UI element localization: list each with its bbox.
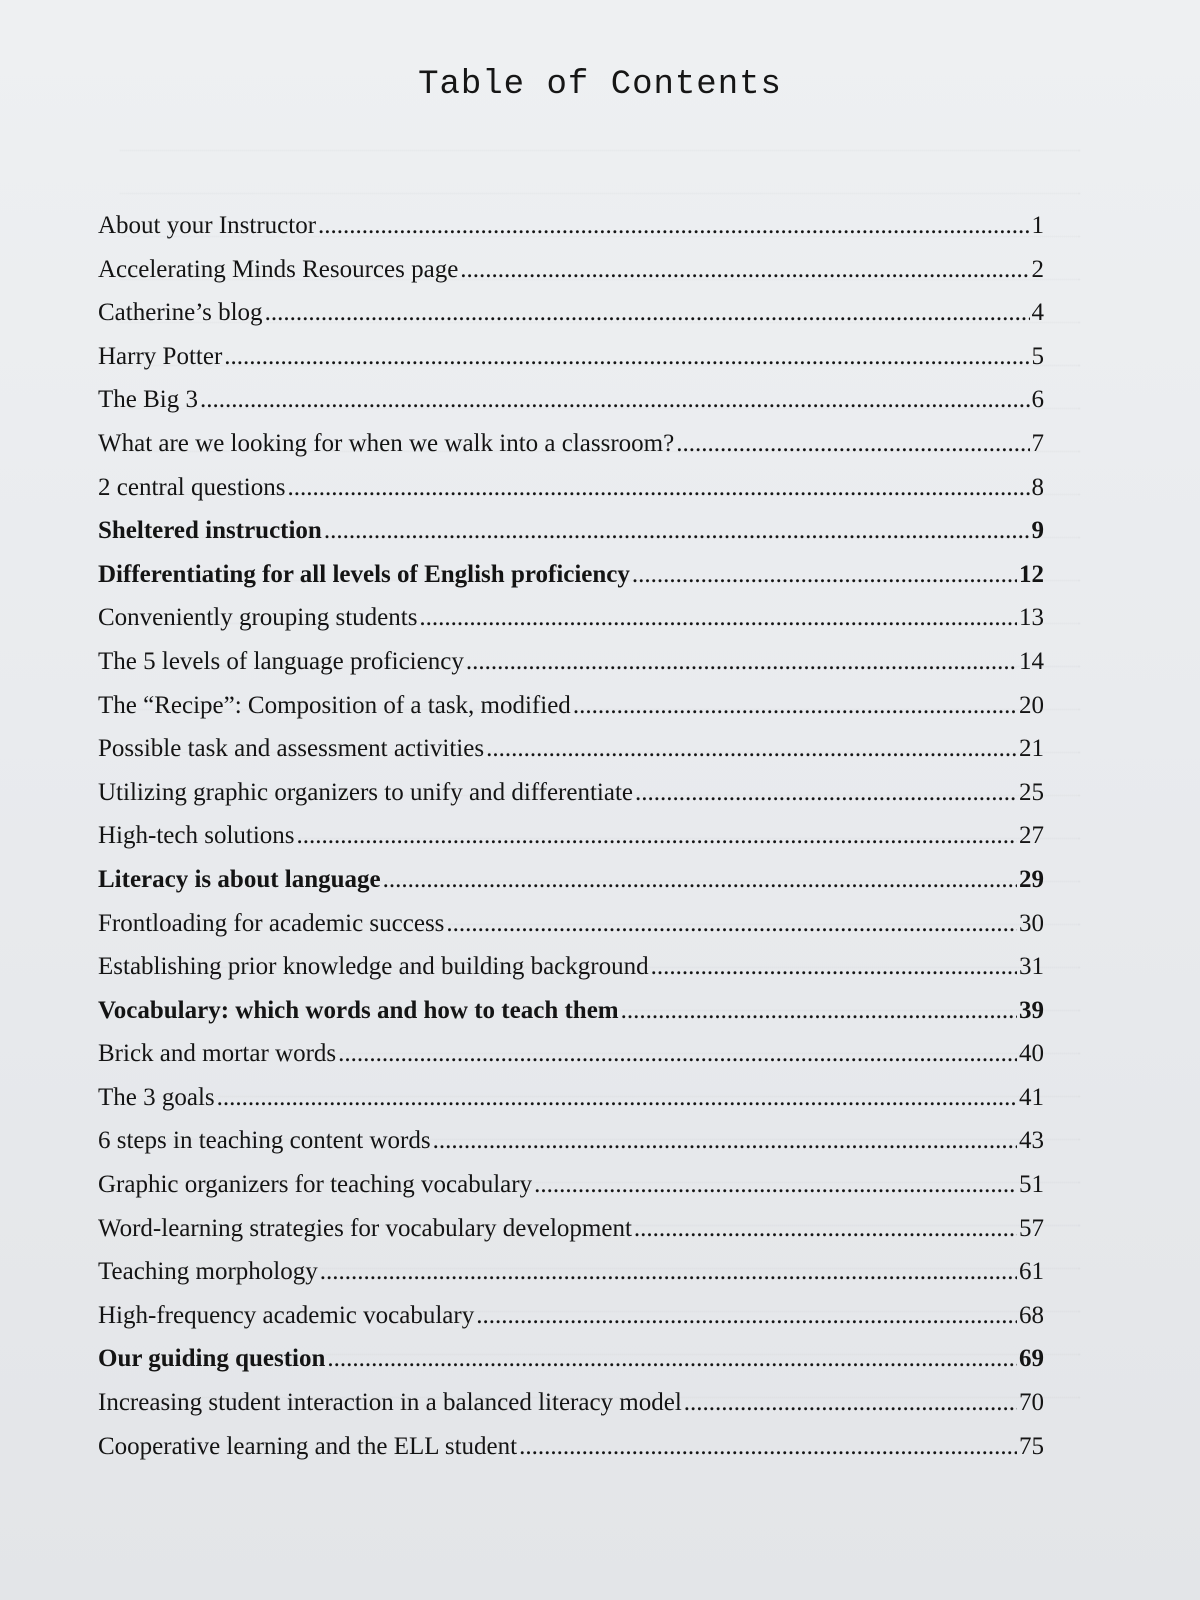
toc-entry (98, 1084, 1044, 1128)
dot-leader (486, 735, 1017, 763)
dot-leader (217, 1084, 1017, 1112)
toc-entry-title: Word-learning strategies for vocabulary development (98, 1214, 632, 1242)
toc-entry-title: High-tech solutions (98, 822, 295, 850)
toc-entry-page-number: 7 (1031, 429, 1044, 457)
toc-entry-page-number: 68 (1019, 1301, 1044, 1329)
dot-leader (676, 430, 1029, 458)
dot-leader (224, 343, 1029, 371)
toc-entry (98, 953, 1044, 997)
toc-entry (98, 212, 1044, 256)
toc-entry-page-number: 4 (1031, 299, 1044, 327)
dot-leader (320, 1258, 1017, 1286)
toc-entry (98, 1040, 1044, 1084)
toc-entry-title: Harry Potter (98, 342, 223, 370)
toc-entry-page-number: 25 (1019, 778, 1044, 806)
dot-leader (433, 1127, 1017, 1155)
toc-entry-title: Catherine’s blog (98, 299, 263, 327)
toc-entry-title: 6 steps in teaching content words (98, 1127, 431, 1155)
dot-leader (460, 256, 1029, 284)
toc-entry-page-number: 21 (1019, 735, 1044, 763)
toc-entry-title: Brick and mortar words (98, 1040, 337, 1068)
toc-entry (98, 1215, 1044, 1259)
toc-entry-page-number: 29 (1019, 865, 1044, 893)
toc-entry-title: Vocabulary: which words and how to teach them (98, 996, 619, 1024)
toc-entry (98, 1433, 1044, 1477)
toc-entry-title: Possible task and assessment activities (98, 735, 485, 763)
toc-entry-page-number: 8 (1031, 473, 1044, 501)
toc-entry (98, 910, 1044, 954)
toc-entry-title: 2 central questions (98, 473, 286, 501)
dot-leader (466, 648, 1017, 676)
toc-entry-title: The “Recipe”: Composition of a task, modified (98, 691, 571, 719)
toc-entry-page-number: 1 (1031, 212, 1044, 239)
toc-entry-title: Teaching morphology (98, 1258, 318, 1286)
toc-entry (98, 474, 1044, 518)
toc-entry-title: Cooperative learning and the ELL student (98, 1432, 518, 1460)
toc-entry (98, 386, 1044, 430)
toc-entry-page-number: 30 (1019, 909, 1044, 937)
toc-entry-title: Conveniently grouping students (98, 604, 418, 632)
dot-leader (632, 561, 1017, 589)
toc-entry (98, 430, 1044, 474)
dot-leader (200, 386, 1030, 414)
toc-entry-page-number: 31 (1019, 953, 1044, 981)
toc-entry (98, 1258, 1044, 1302)
dot-leader (621, 997, 1017, 1025)
toc-entry (98, 256, 1044, 300)
toc-entry (98, 604, 1044, 648)
toc-entry (98, 1345, 1044, 1389)
toc-entry (98, 779, 1044, 823)
ghost-line (120, 151, 1080, 194)
ghost-line (120, 108, 1080, 151)
toc-entry-page-number: 9 (1031, 517, 1044, 545)
toc-entry-title: Increasing student interaction in a balanced literacy model (98, 1389, 682, 1417)
toc-entry (98, 1127, 1044, 1171)
toc-entry-page-number: 40 (1019, 1040, 1044, 1068)
page-title: Table of Contents (418, 66, 782, 104)
toc-entry-page-number: 57 (1019, 1214, 1044, 1242)
dot-leader (265, 299, 1030, 327)
toc-entry (98, 866, 1044, 910)
dot-leader (684, 1389, 1017, 1417)
dot-leader (287, 474, 1029, 502)
toc-entry (98, 1171, 1044, 1215)
toc-entry-title: Literacy is about language (98, 865, 381, 893)
dot-leader (534, 1171, 1017, 1199)
toc-entry (98, 822, 1044, 866)
toc-entry (98, 1389, 1044, 1433)
dot-leader (318, 212, 1029, 240)
dot-leader (327, 1345, 1017, 1373)
toc-entry-page-number: 13 (1019, 604, 1044, 632)
toc-entry (98, 561, 1044, 605)
toc-entry-page-number: 5 (1031, 342, 1044, 370)
toc-entry-page-number: 39 (1019, 996, 1044, 1024)
toc-entry-title: What are we looking for when we walk into a classroom? (98, 429, 675, 457)
toc-entry-page-number: 27 (1019, 822, 1044, 850)
toc-entry-page-number: 41 (1019, 1083, 1044, 1111)
toc-entry-title: Establishing prior knowledge and building background (98, 953, 649, 981)
dot-leader (634, 1215, 1017, 1243)
toc-entry (98, 735, 1044, 779)
toc-entry-title: Differentiating for all levels of English proficiency (98, 560, 630, 588)
toc-entry (98, 299, 1044, 343)
toc-entry-title: High-frequency academic vocabulary (98, 1301, 475, 1329)
toc-entry-title: Utilizing graphic organizers to unify and differentiate (98, 778, 634, 806)
dot-leader (297, 822, 1017, 850)
toc-entry-title: About your Instructor (98, 212, 317, 239)
toc-entry-title: The 3 goals (98, 1083, 215, 1111)
toc-entry-page-number: 51 (1019, 1171, 1044, 1199)
dot-leader (573, 692, 1017, 720)
toc-entry-page-number: 2 (1031, 255, 1044, 283)
dot-leader (383, 866, 1017, 894)
toc-entry-title: Frontloading for academic success (98, 909, 445, 937)
toc-entry-page-number: 6 (1031, 386, 1044, 414)
toc-entry-title: Accelerating Minds Resources page (98, 255, 459, 283)
dot-leader (651, 953, 1017, 981)
toc-entry-page-number: 43 (1019, 1127, 1044, 1155)
toc-entry-page-number: 12 (1019, 560, 1044, 588)
toc-entry-page-number: 70 (1019, 1389, 1044, 1417)
toc-entry (98, 343, 1044, 387)
toc-entry-title: The Big 3 (98, 386, 198, 414)
toc-entry (98, 648, 1044, 692)
dot-leader (446, 910, 1017, 938)
table-of-contents (98, 212, 1044, 1476)
toc-entry-page-number: 61 (1019, 1258, 1044, 1286)
toc-entry-page-number: 75 (1019, 1432, 1044, 1460)
toc-entry (98, 997, 1044, 1041)
toc-entry-title: The 5 levels of language proficiency (98, 647, 464, 675)
toc-entry (98, 517, 1044, 561)
toc-entry (98, 692, 1044, 736)
dot-leader (635, 779, 1017, 807)
toc-entry (98, 1302, 1044, 1346)
dot-leader (476, 1302, 1017, 1330)
toc-entry-title: Sheltered instruction (98, 517, 322, 545)
toc-entry-page-number: 69 (1019, 1345, 1044, 1373)
dot-leader (519, 1433, 1017, 1461)
toc-entry-title: Graphic organizers for teaching vocabulary (98, 1171, 533, 1199)
toc-entry-page-number: 20 (1019, 691, 1044, 719)
dot-leader (338, 1040, 1017, 1068)
dot-leader (419, 604, 1017, 632)
toc-entry-page-number: 14 (1019, 647, 1044, 675)
toc-entry-title: Our guiding question (98, 1345, 326, 1373)
dot-leader (324, 517, 1030, 545)
